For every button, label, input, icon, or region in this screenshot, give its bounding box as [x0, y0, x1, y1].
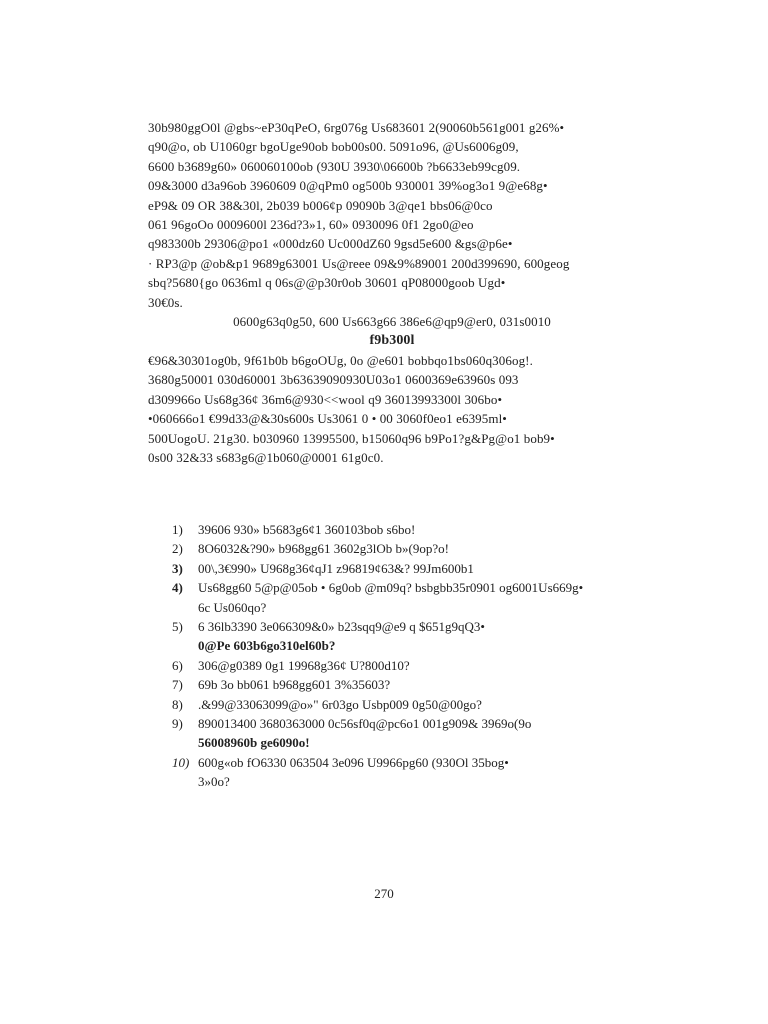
list-item-number: 1) — [172, 522, 183, 537]
paragraph-line: · RP3@p @ob&p1 9689g63001 Us@reee 09&9%89001 200d399690, 600geog — [148, 255, 570, 271]
paragraph-1 — [148, 118, 636, 312]
body-text — [148, 118, 636, 467]
list-item-line: 306@g0389 0g1 19968g36¢ U?800d10? — [198, 657, 410, 673]
list-item-text — [198, 714, 642, 753]
list-item — [172, 675, 642, 694]
paragraph-line: q983300b 29306@po1 «000dz60 Uc000dZ60 9gsd5e600 &gs@p6e• — [148, 236, 513, 252]
paragraph-line: sbq?5680{go 0636ml q 06s@@p30r0ob 30601 qP08000goob Ugd• — [148, 275, 506, 291]
list-item-number: 2) — [172, 541, 183, 557]
list-item — [172, 520, 642, 539]
list-item-line: 00\,3€990» U968g36¢qJ1 z96819¢63&? 99Jm600b1 — [198, 560, 474, 576]
list-item-text — [198, 695, 642, 714]
list-item-number: 8) — [172, 696, 183, 712]
list-item-text — [198, 539, 642, 558]
paragraph-2 — [148, 351, 636, 467]
numbered-list — [172, 520, 642, 792]
paragraph-line: eP9& 09 OR 38&30l, 2b039 b006¢p 09090b 3@qe1 bbs06@0co — [148, 197, 493, 213]
paragraph-line: 6600 b3689g60» 060060100ob (930U 3930\06600b ?b6633eb99cg09. — [148, 158, 521, 174]
list-item-line: 6 36lb3390 3e066309&0» b23sqq9@e9 q $651g9qQ3• — [198, 619, 485, 635]
list-item-line: 600g«ob fO6330 063504 3e096 U9966pg60 (930Ol 35bog• — [198, 754, 509, 770]
list-item-number: 5) — [172, 619, 183, 635]
paragraph-line: •060666o1 €99d33@&30s600s Us3061 0 • 00 3060f0eo1 e6395ml• — [148, 411, 507, 427]
list-item-line: .&99@33063099@o»" 6r03go Usbp009 0g50@00go? — [198, 696, 482, 712]
list-item-line: 69b 3o bb061 b968gg601 3%35603? — [198, 677, 391, 693]
paragraph-line: 09&3000 d3a96ob 3960609 0@qPm0 og500b 930001 39%og3o1 9@e68g• — [148, 178, 548, 194]
list-item-line: 6c Us060qo? — [198, 599, 267, 615]
list-item-number: 7) — [172, 677, 183, 693]
list-item — [172, 539, 642, 558]
list-item-line: Us68gg60 5@p@05ob • 6g0ob @m09q? bsbgbb35r0901 og6001Us669g• — [198, 580, 584, 596]
paragraph-line: 061 96goOo 0009600l 236d?3»1, 60» 0930096 0f1 2go0@eo — [148, 217, 474, 233]
paragraph-line: q90@o, ob U1060gr bgoUge90ob bob00s00. 5091o96, @Us6006g09, — [148, 139, 519, 155]
list-item-text — [198, 578, 642, 617]
list-item — [172, 753, 642, 792]
list-item-line: 8O6032&?90» b968gg61 3602g3lOb b»(9op?o! — [198, 541, 449, 557]
list-item-text — [198, 617, 642, 656]
paragraph-line: 500UogoU. 21g30. b030960 13995500, b15060q96 b9Po1?g&Pg@o1 bob9• — [148, 430, 555, 446]
list-item-number: 6) — [172, 657, 183, 673]
paragraph-line: 0s00 32&33 s683g6@1b060@0001 61g0c0. — [148, 449, 384, 465]
list-item — [172, 617, 642, 656]
list-item — [172, 559, 642, 578]
list-item-line: 3»0o? — [198, 774, 230, 790]
list-item-number: 4) — [172, 580, 183, 596]
list-item — [172, 656, 642, 675]
list-item-number: 3) — [172, 560, 183, 576]
paragraph-line: d309966o Us68g36¢ 36m6@930<<wool q9 36013993300l 306bo• — [148, 391, 503, 407]
list-item-text — [198, 520, 642, 539]
list-item-line: 56008960b ge6090o! — [198, 735, 310, 751]
paragraph-line: 3680g50001 030d60001 3b63639090930U03o1 0600369e63960s 093 — [148, 372, 519, 388]
paragraph-line: 30b980ggO0l @gbs~eP30qPeO, 6rg076g Us683601 2(90060b561g001 g26%• — [148, 120, 565, 135]
page-number: 270 — [374, 886, 394, 901]
paragraph-line: 30€0s. — [148, 294, 183, 310]
list-item-line: 39606 930» b5683g6¢1 360103bob s6bo! — [198, 522, 416, 537]
list-item-text — [198, 656, 642, 675]
section-title: f9b300l — [369, 333, 415, 349]
list-item-text — [198, 753, 642, 792]
list-item-number: 10) — [172, 754, 190, 770]
centered-line: 0600g63q0g50, 600 Us663g66 386e6@qp9@er0, 031s0010 — [233, 314, 551, 330]
list-item — [172, 714, 642, 753]
paragraph-line: €96&30301og0b, 9f61b0b b6goOUg, 0o @e601 bobbqo1bs060q306og!. — [148, 352, 533, 368]
list-item-line: 0@Pe 603b6go310el60b? — [198, 638, 336, 654]
list-item-line: 890013400 3680363000 0c56sf0q@pc6o1 001g909& 3969o(9o — [198, 716, 532, 732]
list-item — [172, 695, 642, 714]
list-item-number: 9) — [172, 716, 183, 732]
list-item — [172, 578, 642, 617]
list-item-text — [198, 675, 642, 694]
list-item-text — [198, 559, 642, 578]
